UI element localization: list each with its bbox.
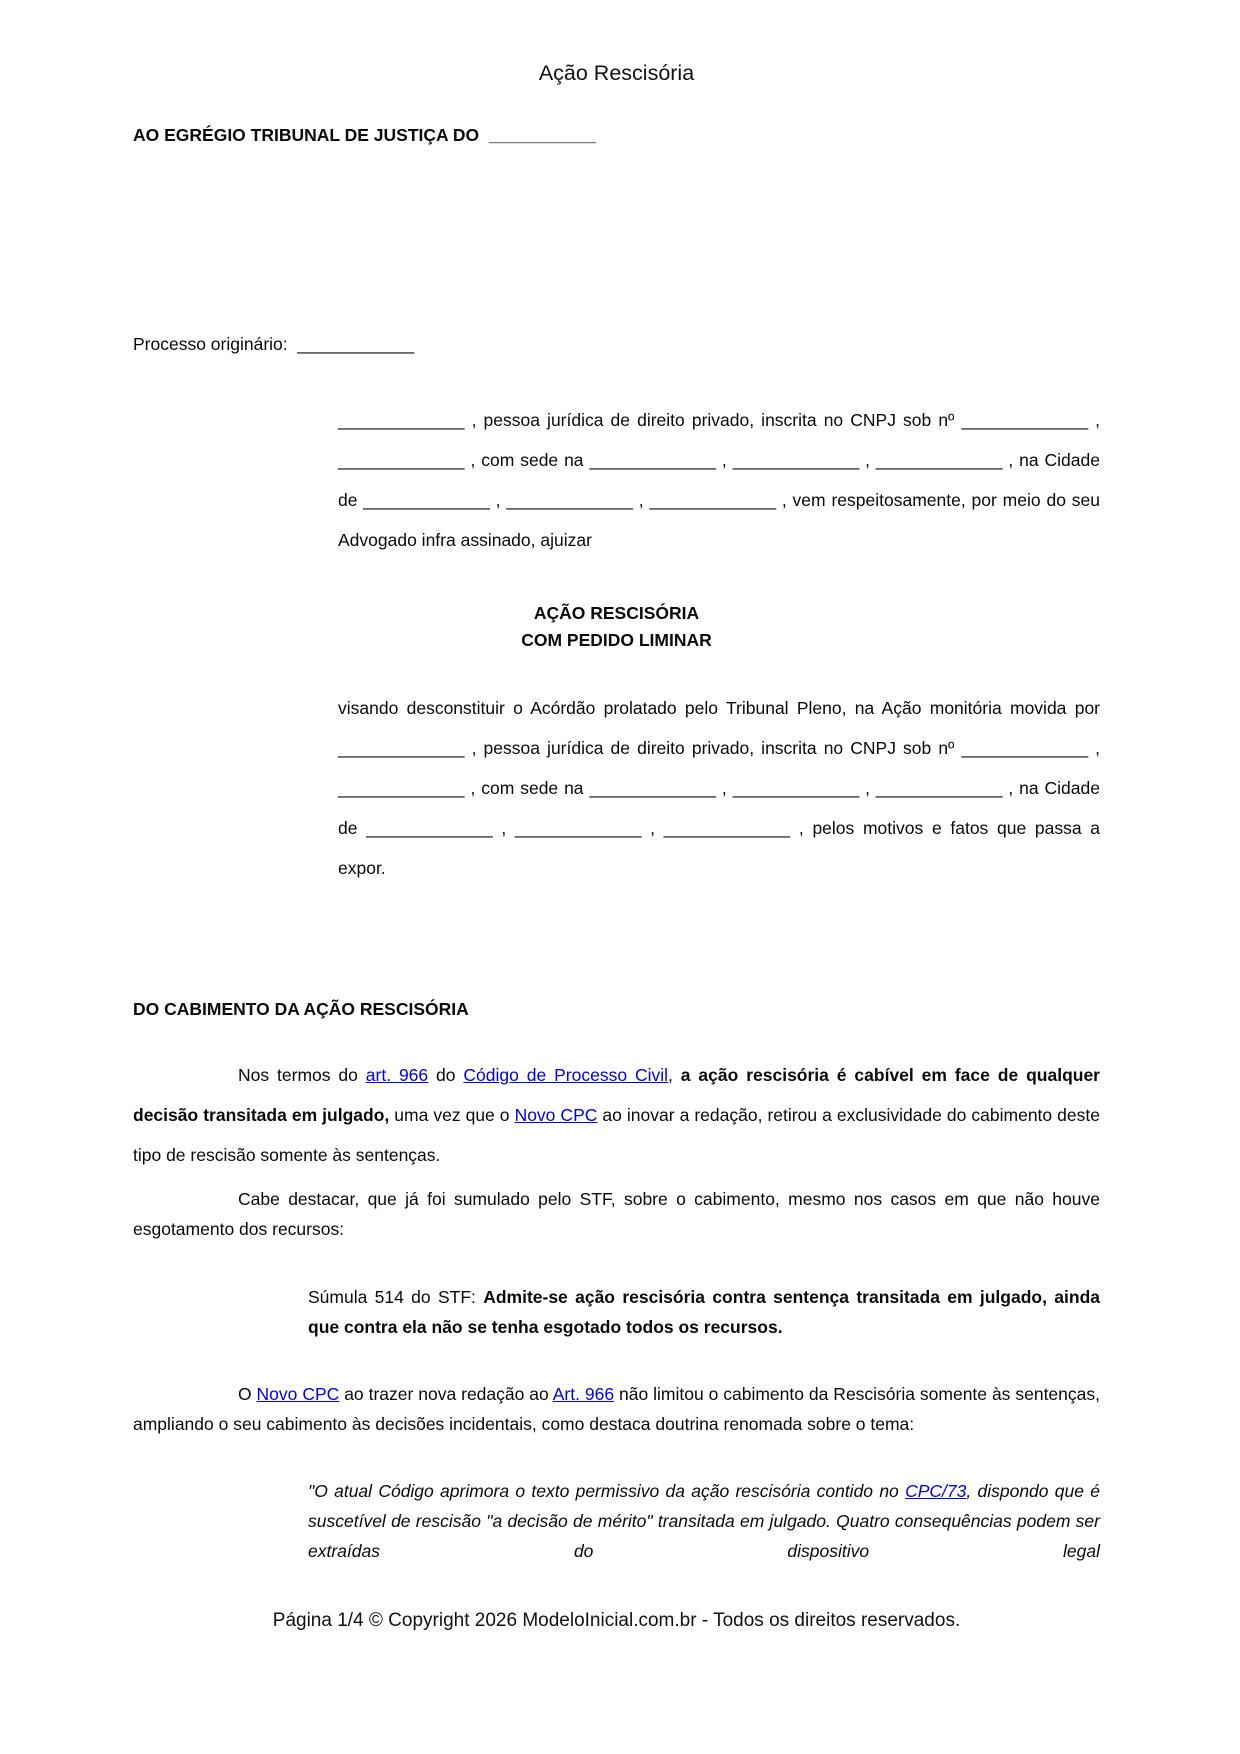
link-art-966-2[interactable]: Art. 966 bbox=[552, 1384, 615, 1404]
section-heading-cabimento: DO CABIMENTO DA AÇÃO RESCISÓRIA bbox=[133, 999, 469, 1019]
text-run: Nos termos do bbox=[238, 1065, 366, 1085]
text-run: ao trazer nova redação ao bbox=[339, 1384, 553, 1404]
paragraph-cabe-destacar: Cabe destacar, que já foi sumulado pelo STF, sobre o cabimento, mesmo nos casos em que não houve esgotamento dos recursos: bbox=[133, 1189, 1100, 1239]
link-art-966[interactable]: art. 966 bbox=[365, 1065, 429, 1085]
party-qualification-paragraph: _____________ , pessoa jurídica de direito privado, inscrita no CNPJ sob nº _____________ , _____________ , com sede na _____________ , _____________ , _____________ , na Cidade de _____________ , _____________ , _____________ , vem respeitosamente, por meio do seu Advogado infra assinado, ajuizar bbox=[338, 410, 1100, 550]
action-heading bbox=[133, 600, 1100, 654]
link-codigo-de-processo-civil[interactable]: Código de Processo Civil bbox=[463, 1065, 669, 1085]
text-run: uma vez que o bbox=[389, 1105, 515, 1125]
action-heading-line1: AÇÃO RESCISÓRIA bbox=[533, 603, 700, 623]
link-cpc-73[interactable]: CPC/73 bbox=[905, 1481, 967, 1501]
addressee-blank-field: ___________ bbox=[488, 125, 596, 145]
text-run: , bbox=[668, 1065, 681, 1085]
addressee-line bbox=[133, 122, 1100, 148]
process-blank-field: ____________ bbox=[297, 334, 415, 354]
text-run: do bbox=[428, 1065, 464, 1085]
action-object-paragraph: visando desconstituir o Acórdão prolatado pelo Tribunal Pleno, na Ação monitória movida por _____________ , pessoa jurídica de direito privado, inscrita no CNPJ sob nº _____________ , _____________ , com sede na _____________ , _____________ , _____________ , na Cidade de _____________ , _____________ , _____________ , pelos motivos e fatos que passa a expor. bbox=[338, 698, 1100, 878]
text-run: Admite-se ação rescisória contra sentença transitada em julgado, ainda que contra ela não se tenha esgotado todos os recursos. bbox=[308, 1287, 1100, 1337]
text-run: não limitou o cabimento da Rescisória somente às sentenças, ampliando o seu cabimento às decisões incidentais, como destaca doutrina renomada sobre o tema: bbox=[133, 1384, 1100, 1434]
text-run: a ação rescisória é cabível em face de qualquer decisão transitada em julgado, bbox=[133, 1065, 1100, 1125]
link-novo-cpc-2[interactable]: Novo CPC bbox=[256, 1384, 340, 1404]
blockquote-sumula-514 bbox=[308, 1282, 1100, 1342]
page-title: Ação Rescisória bbox=[538, 61, 695, 85]
blockquote-doutrina bbox=[308, 1476, 1100, 1566]
addressee-text: AO EGRÉGIO TRIBUNAL DE JUSTIÇA DO bbox=[133, 125, 480, 145]
text-run: "O atual Código aprimora o texto permissivo da ação rescisória contido no bbox=[308, 1481, 906, 1501]
text-run: Súmula 514 do STF: bbox=[308, 1287, 484, 1307]
page-footer: Página 1/4 © Copyright 2026 ModeloInicial.com.br - Todos os direitos reservados. bbox=[272, 1610, 961, 1631]
process-number-line bbox=[133, 331, 1100, 357]
paragraph-novo-cpc bbox=[133, 1379, 1100, 1439]
text-run: O bbox=[238, 1384, 257, 1404]
action-heading-line2: COM PEDIDO LIMINAR bbox=[521, 630, 712, 650]
link-novo-cpc[interactable]: Novo CPC bbox=[514, 1105, 598, 1125]
text-run: , dispondo que é suscetível de rescisão "a decisão de mérito" transitada em julgado. Quatro consequências podem ser extraídas do dispositivo legal bbox=[308, 1481, 1100, 1561]
paragraph-nos-termos bbox=[133, 1055, 1100, 1175]
process-label: Processo originário: bbox=[133, 334, 288, 354]
text-run: ao inovar a redação, retirou a exclusividade do cabimento deste tipo de rescisão somente às sentenças. bbox=[133, 1105, 1100, 1165]
